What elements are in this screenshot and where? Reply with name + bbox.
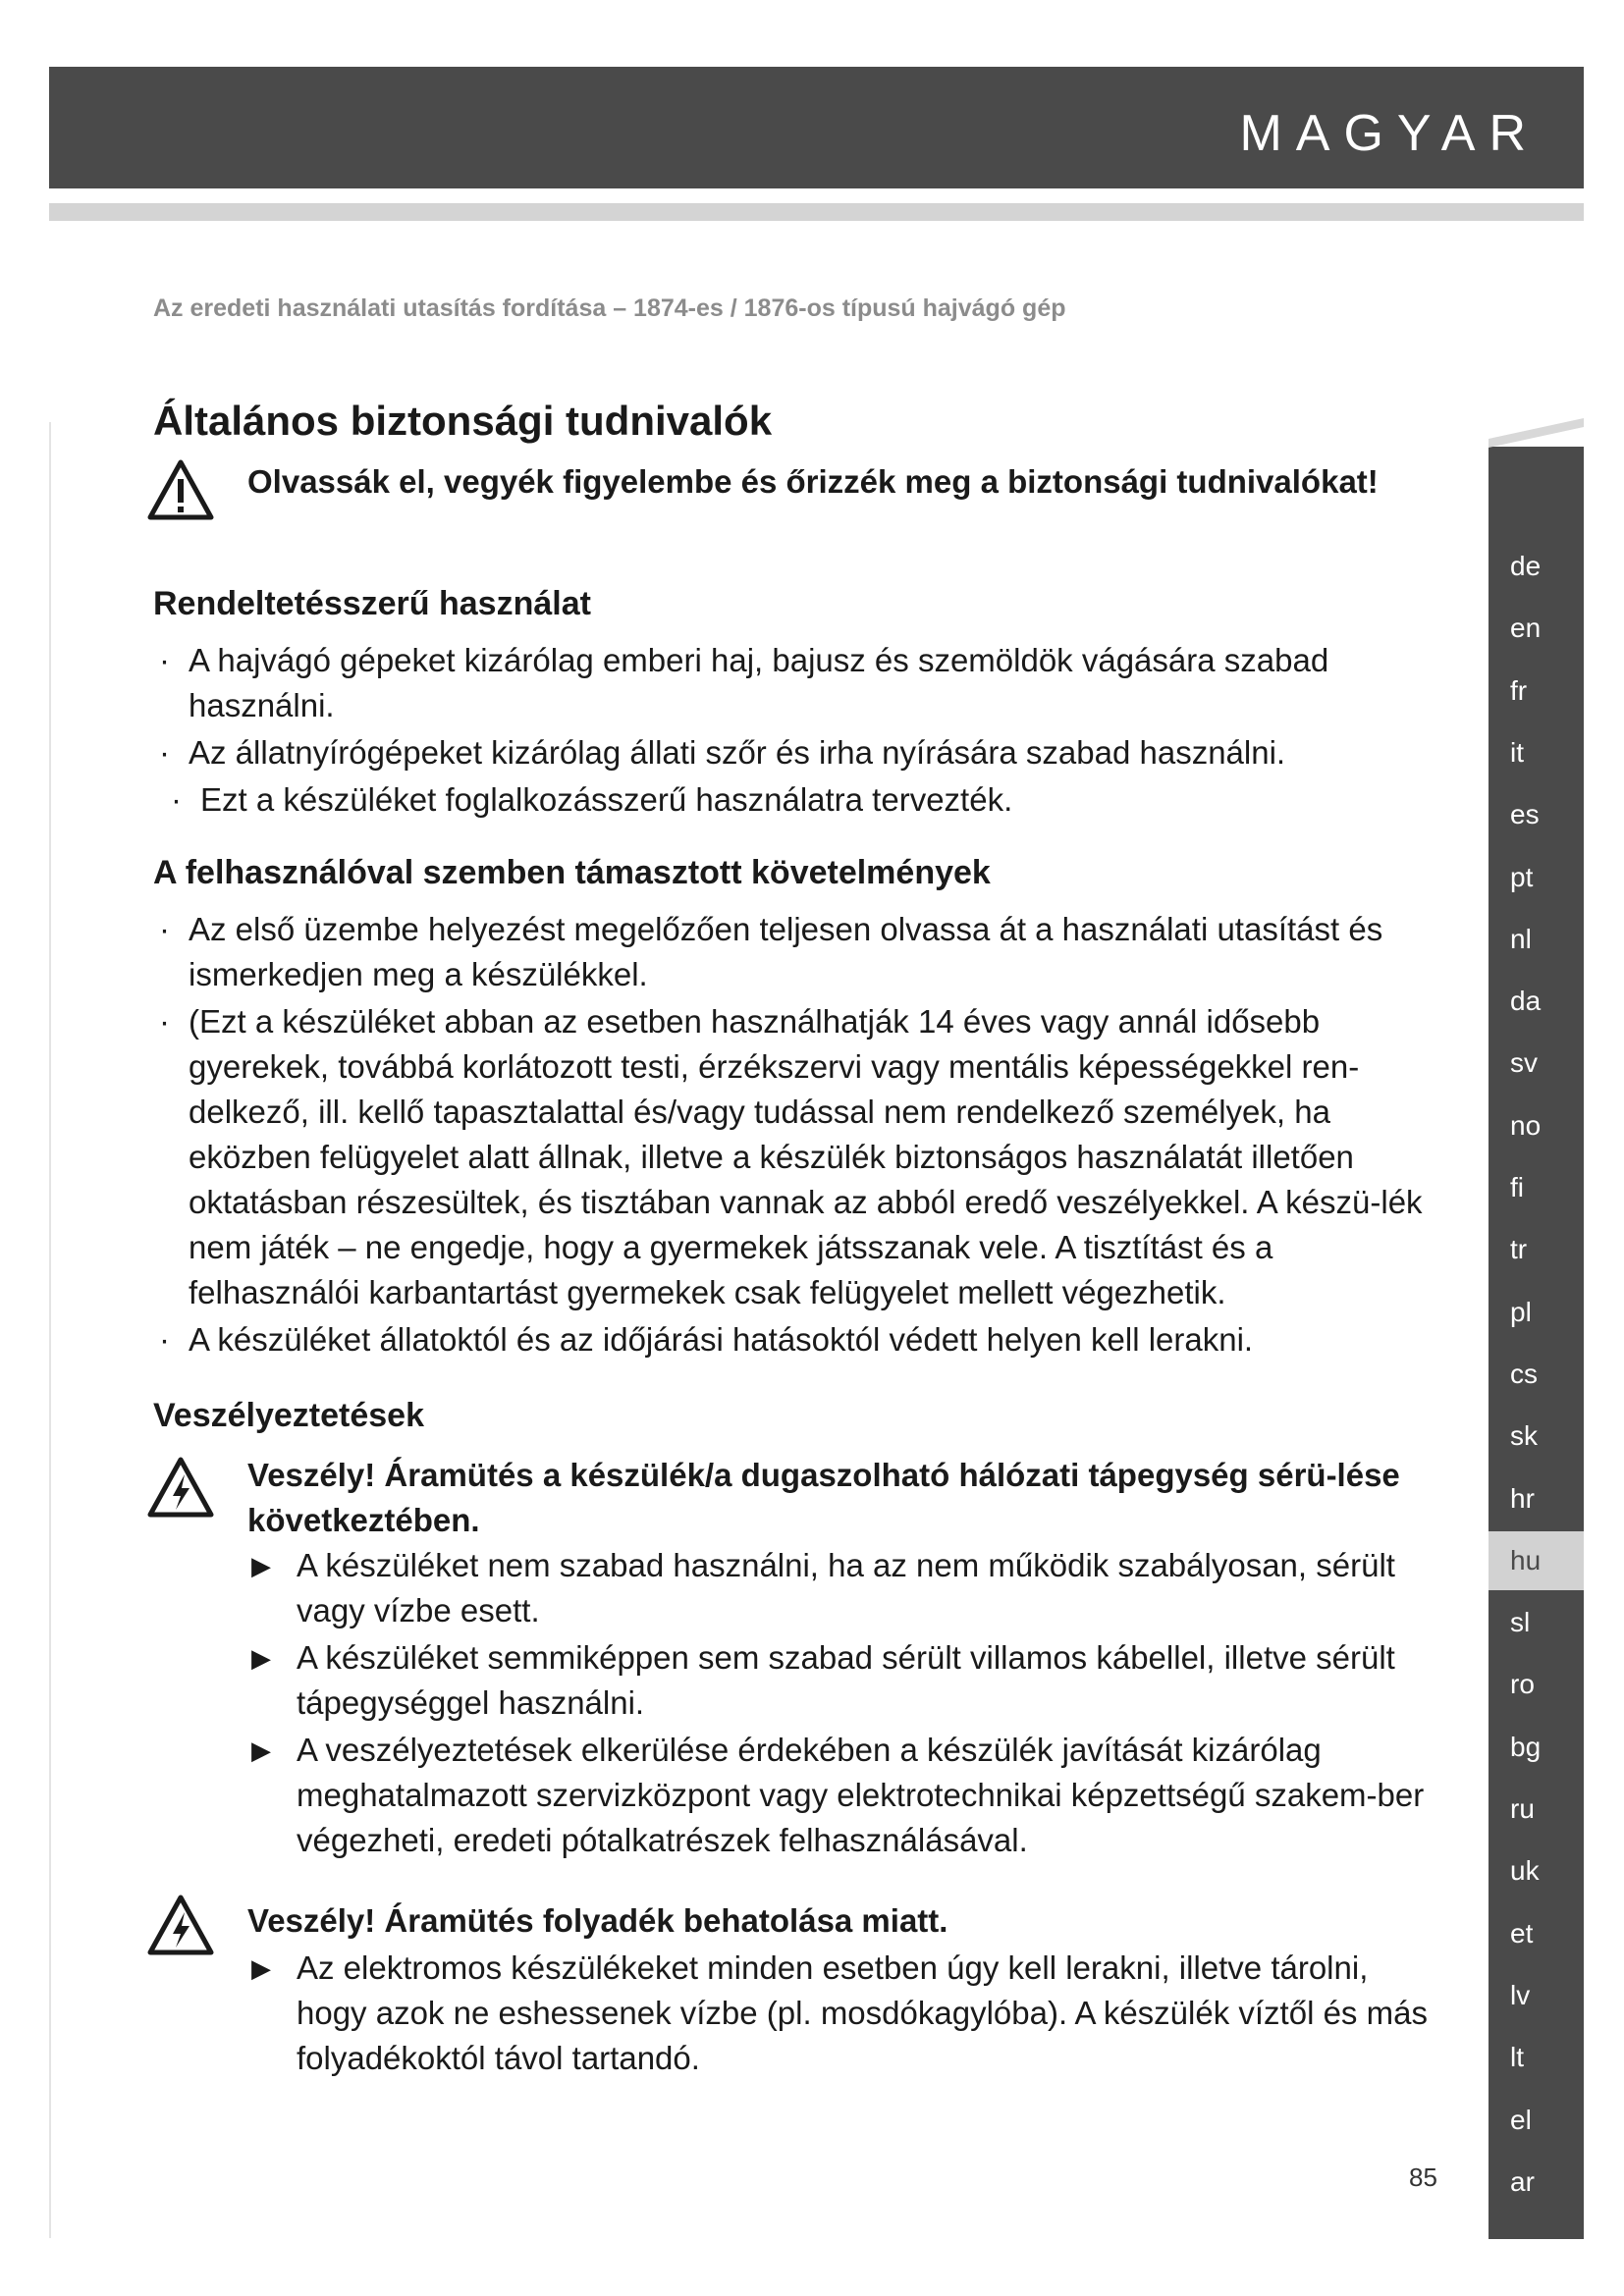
list-item: ▶ A veszélyeztetések elkerülése érdekében a készülék javítását kizárólag meghatalmazott szervizközpont vagy elektrotechnikai képzettségű szakem-ber végezheti, eredeti pótalkatrészek felhasználásával. [247,1728,1435,1863]
page-number: 85 [1409,2163,1437,2192]
language-tab-fi[interactable]: fi [1510,1172,1524,1202]
language-tab-sk[interactable]: sk [1510,1420,1538,1451]
list-item: · Ezt a készüléket foglalkozásszerű használatra tervezték. [153,777,1449,823]
language-sidebar-accent [1489,418,1584,448]
language-tab-hr[interactable]: hr [1510,1483,1535,1514]
header-language-title: MAGYAR [1239,105,1540,162]
list-item: · Az első üzembe helyezést megelőzően teljesen olvassa át a használati utasítást és ismerkedjen meg a készülékkel. [153,907,1449,997]
language-tab-ro[interactable]: ro [1510,1669,1535,1699]
user-requirements-list [153,907,1449,1364]
bullet-icon: · [159,642,170,678]
language-tab-lv[interactable]: lv [1510,1980,1531,2010]
danger-heading-device-damage: Veszély! Áramütés a készülék/a dugaszolható hálózati tápegység sérü-lése következtében. [247,1457,1400,1538]
language-tab-hu[interactable]: hu [1489,1531,1584,1590]
list-item: · (Ezt a készüléket abban az esetben használhatják 14 éves vagy annál idősebb gyerekek, továbbá korlátozott testi, érzékszervi vagy mentális képességekkel ren-delkező, ill. kellő tapasztalattal és/vagy tudással nem rendelkező személyek, ha eközben felügyelet alatt állnak, illetve a készülék biztonságos használatát illetően oktatásban részesültek, és tisztában vannak az abból eredő veszélyekkel. A készü-lék nem játék – ne engedje, hogy a gyermekek játsszanak vele. A tisztítást és a felhasználói karbantartást gyermekek csak felügyelet mellett végezhetik. [153,999,1449,1315]
language-tab-uk[interactable]: uk [1510,1855,1540,1886]
arrow-bullet-icon: ▶ [251,1735,271,1765]
list-item: · Az állatnyírógépeket kizárólag állati szőr és irha nyírására szabad használni. [153,730,1449,775]
list-item: ▶ Az elektromos készülékeket minden esetben úgy kell lerakni, illetve tárolni, hogy azok ne eshessenek vízbe (pl. mosdókagylóba). A készülék víztől és más folyadékoktól távol tartandó. [247,1946,1435,2081]
language-tab-ru[interactable]: ru [1510,1793,1535,1824]
page-title: Általános biztonsági tudnivalók [153,398,773,444]
danger-device-damage-list [247,1543,1435,1865]
document-subtitle: Az eredeti használati utasítás fordítása – 1874-es / 1876-os típusú hajvágó gép [153,294,1066,322]
electric-shock-warning-icon [147,1457,214,1518]
section-title-hazards: Veszélyeztetések [153,1397,424,1434]
header-bar [49,67,1584,188]
language-tab-cs[interactable]: cs [1510,1359,1538,1389]
arrow-bullet-icon: ▶ [251,1551,271,1580]
language-tab-et[interactable]: et [1510,1918,1534,1949]
language-tab-es[interactable]: es [1510,799,1540,829]
intended-use-list [153,638,1449,825]
section-title-intended-use: Rendeltetésszerű használat [153,585,591,622]
language-tab-el[interactable]: el [1510,2105,1532,2135]
language-tab-no[interactable]: no [1510,1110,1542,1141]
language-tab-lt[interactable]: lt [1510,2042,1524,2072]
bullet-icon: · [159,1003,170,1040]
list-item: · A hajvágó gépeket kizárólag emberi haj, bajusz és szemöldök vágására szabad használni. [153,638,1449,728]
section-title-user-requirements: A felhasználóval szemben támasztott követelmények [153,854,991,891]
safety-warning-heading: Olvassák el, vegyék figyelembe és őrizzék meg a biztonsági tudnivalókat! [247,463,1379,500]
language-tab-sv[interactable]: sv [1510,1047,1538,1078]
arrow-bullet-icon: ▶ [251,1953,271,1983]
bullet-icon: · [159,1321,170,1358]
electric-shock-warning-icon [147,1895,214,1955]
left-margin-rule [49,422,51,2238]
arrow-bullet-icon: ▶ [251,1643,271,1673]
language-tab-bg[interactable]: bg [1510,1732,1542,1762]
bullet-icon: · [171,781,182,818]
language-tab-de[interactable]: de [1510,551,1542,581]
language-tab-ar[interactable]: ar [1510,2166,1535,2197]
warning-triangle-icon [147,459,214,520]
header-divider [49,203,1584,221]
bullet-icon: · [159,911,170,947]
bullet-icon: · [159,734,170,771]
language-tab-tr[interactable]: tr [1510,1234,1528,1264]
language-tab-nl[interactable]: nl [1510,924,1532,954]
list-item: ▶ A készüléket semmiképpen sem szabad sérült villamos kábellel, illetve sérült tápegységgel használni. [247,1635,1435,1726]
danger-heading-liquid-ingress: Veszély! Áramütés folyadék behatolása miatt. [247,1902,948,1939]
language-tab-pl[interactable]: pl [1510,1297,1532,1327]
list-item: ▶ A készüléket nem szabad használni, ha az nem működik szabályosan, sérült vagy vízbe esett. [247,1543,1435,1633]
language-tab-pt[interactable]: pt [1510,862,1534,892]
language-tab-da[interactable]: da [1510,986,1542,1016]
list-item: · A készüléket állatoktól és az időjárási hatásoktól védett helyen kell lerakni. [153,1317,1449,1362]
language-tab-sl[interactable]: sl [1510,1607,1531,1637]
language-tab-fr[interactable]: fr [1510,675,1528,706]
language-tab-en[interactable]: en [1510,613,1542,643]
language-tab-it[interactable]: it [1510,737,1524,768]
danger-liquid-ingress-list [247,1946,1435,2083]
